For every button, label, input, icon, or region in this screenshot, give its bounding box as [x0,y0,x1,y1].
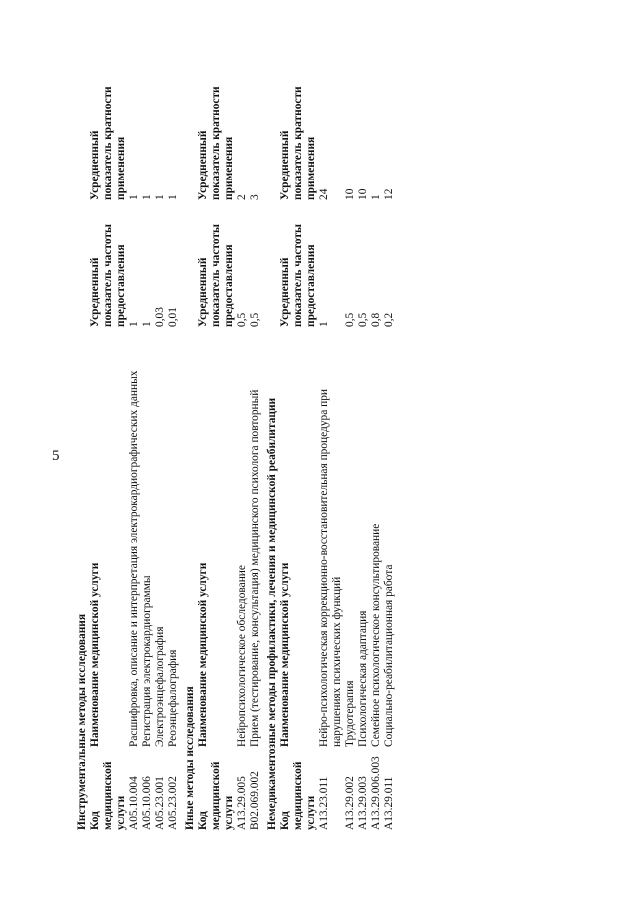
header-cell-freq: Усредненный показатель частоты предоставления [279,224,317,327]
table-row [167,50,180,830]
header-cell-name: Наименование медицинской услуги [279,562,291,747]
header-cell-name: Наименование медицинской услуги [89,562,101,747]
header-cell-code: Код медицинской услуги [89,761,127,830]
table-row [236,50,249,830]
cell-mult: 1 [128,194,140,200]
cell-mult: 12 [383,188,395,200]
cell-name: Трудотерапия [344,680,356,747]
cell-name: Прием (тестирование, консультация) медицинского психолога повторный [249,389,261,747]
table-header-row [279,50,318,830]
cell-mult: 3 [249,194,261,200]
header-cell-code: Код медицинской услуги [197,761,235,830]
cell-mult: 2 [236,194,248,200]
cell-mult: 1 [154,194,166,200]
table-row [344,50,357,830]
table-row [249,50,262,830]
cell-code: A05.23.002 [167,776,179,830]
header-cell-name: Наименование медицинской услуги [197,562,209,747]
cell-code: A13.29.002 [344,776,356,830]
cell-code: A13.23.011 [318,776,330,830]
cell-name: Нейропсихологическое обследование [236,565,248,747]
header-cell-code: Код медицинской услуги [279,761,317,830]
header-cell-freq: Усредненный показатель частоты предоставления [89,224,127,327]
cell-code: A13.29.003 [357,776,369,830]
cell-name: Реоэнцефалография [167,649,179,747]
cell-code: A13.29.011 [383,776,395,830]
cell-name: Нейро-психологическая коррекционно-восстановительная процедура при нарушениях психических функций [318,388,343,747]
cell-freq: 1 [141,321,153,327]
cell-code: A05.23.001 [154,776,166,830]
cell-mult: 1 [141,194,153,200]
cell-code: A13.29.005 [236,776,248,830]
table-row [154,50,167,830]
table-row [383,50,396,830]
cell-freq: 0,5 [357,312,369,327]
cell-freq: 0,5 [236,312,248,327]
cell-freq: 1 [318,321,330,327]
cell-code: A13.29.006.003 [370,756,382,830]
cell-code: A05.10.004 [128,776,140,830]
section [76,50,180,830]
section-title: Немедикаментозные методы профилактики, лечения и медицинской реабилитации [266,397,278,830]
cell-freq: 0,5 [344,312,356,327]
section-title: Инструментальные методы исследования [76,613,88,830]
table-row [141,50,154,830]
cell-name: Социально-реабилитационная работа [383,564,395,747]
sections-container [76,50,396,830]
table-row [357,50,370,830]
table-row [318,50,344,830]
rotated-document-sheet [76,50,636,830]
cell-freq: 0,01 [167,307,179,327]
header-cell-freq: Усредненный показатель частоты предоставления [197,224,235,327]
cell-freq: 0,2 [383,312,395,327]
cell-freq: 0,03 [154,307,166,327]
cell-name: Психологическая адаптация [357,610,369,747]
cell-mult: 1 [167,194,179,200]
header-cell-mult: Усредненный показатель кратности применения [197,86,235,200]
table-header-row [197,50,236,830]
cell-name: Регистрация электрокардиограммы [141,575,153,747]
cell-freq: 1 [128,321,140,327]
header-cell-mult: Усредненный показатель кратности применения [279,86,317,200]
table-row [128,50,141,830]
header-cell-mult: Усредненный показатель кратности применения [89,86,127,200]
table-row [370,50,383,830]
section [184,50,262,830]
page-number: 5 [52,448,60,464]
table-header-row [89,50,128,830]
cell-name: Семейное психологическое консультирование [370,523,382,747]
section [266,50,396,830]
cell-code: B02.069.002 [249,771,261,830]
cell-name: Расшифровка, описание и интерпретация электрокардиографических данных [128,370,140,747]
cell-mult: 10 [344,188,356,200]
cell-mult: 24 [318,188,330,200]
cell-freq: 0,8 [370,312,382,327]
cell-freq: 0,5 [249,312,261,327]
cell-mult: 10 [357,188,369,200]
section-title: Иные методы исследования [184,686,196,830]
cell-code: A05.10.006 [141,776,153,830]
cell-mult: 1 [370,194,382,200]
cell-name: Электроэнцефалография [154,626,166,747]
